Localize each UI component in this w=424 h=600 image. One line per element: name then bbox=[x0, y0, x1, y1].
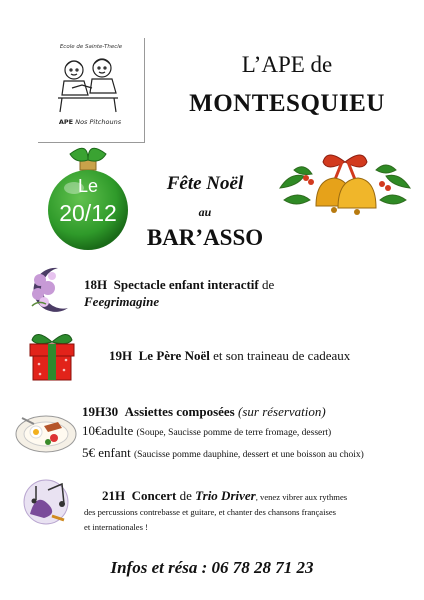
logo-ape: APE bbox=[58, 118, 74, 126]
event-concert-time: 21H bbox=[102, 488, 126, 503]
event-spectacle-performer: Feegrimagine bbox=[84, 294, 160, 309]
event-concert-performer: Trio Driver bbox=[195, 488, 256, 503]
event-assiettes-title: Assiettes composées bbox=[124, 404, 235, 419]
event-pere-noel-time: 19H bbox=[109, 348, 133, 363]
logo-ape-label bbox=[40, 118, 140, 126]
event-spectacle-connector: de bbox=[262, 277, 275, 292]
contact-info: Infos et résa : 06 78 28 71 23 bbox=[110, 558, 314, 577]
event-assiettes-option1-detail: (Soupe, Saucisse pomme de terre fromage, dessert) bbox=[136, 428, 332, 438]
event-assiettes bbox=[82, 402, 417, 465]
event-concert-rest: , venez vibrer aux rythmes bbox=[255, 492, 348, 502]
event-title-au: au bbox=[198, 205, 212, 219]
event-spectacle-title: Spectacle enfant interactif bbox=[113, 277, 259, 292]
event-concert-line3: et internationales ! bbox=[84, 522, 148, 532]
food-plate-icon bbox=[14, 404, 78, 454]
ornament-text-le: Le bbox=[77, 176, 99, 196]
music-instruments-icon bbox=[18, 476, 74, 528]
ornament-text-date: 20/12 bbox=[59, 200, 117, 226]
event-pere-noel bbox=[109, 348, 419, 364]
event-spectacle-time: 18H bbox=[84, 277, 108, 292]
gift-box-icon bbox=[24, 330, 80, 382]
event-pere-noel-title: Le Père Noël bbox=[138, 348, 210, 363]
event-pere-noel-rest: et son traineau de cadeaux bbox=[213, 348, 351, 363]
header-line-2: MONTESQUIEU bbox=[189, 90, 385, 117]
kids-reading-logo-icon bbox=[52, 54, 128, 114]
event-venue: BAR’ASSO bbox=[146, 225, 264, 250]
christmas-bells-icon bbox=[276, 148, 414, 220]
event-concert-connector: de bbox=[179, 488, 192, 503]
event-concert bbox=[84, 488, 414, 533]
event-concert-line2: des percussions contrebasse et guitare, et chanter des chansons françaises bbox=[84, 507, 336, 517]
flower-moon-icon bbox=[22, 262, 72, 316]
event-title: Fête Noël bbox=[166, 173, 244, 194]
event-concert-title: Concert bbox=[131, 488, 177, 503]
event-assiettes-time: 19H30 bbox=[82, 404, 119, 419]
event-spectacle bbox=[84, 276, 414, 310]
event-assiettes-option2-price: 5€ enfant bbox=[82, 445, 131, 460]
event-assiettes-option2-detail: (Saucisse pomme dauphine, dessert et une boisson au choix) bbox=[133, 450, 364, 460]
logo-school-name: Ecole de Sainte-Thecle bbox=[59, 44, 123, 50]
header-line-1: L’APE de bbox=[241, 52, 333, 77]
event-assiettes-option1-price: 10€adulte bbox=[82, 423, 134, 438]
logo-subtitle: Nos Pitchouns bbox=[75, 118, 122, 126]
event-assiettes-note: (sur réservation) bbox=[238, 404, 326, 419]
